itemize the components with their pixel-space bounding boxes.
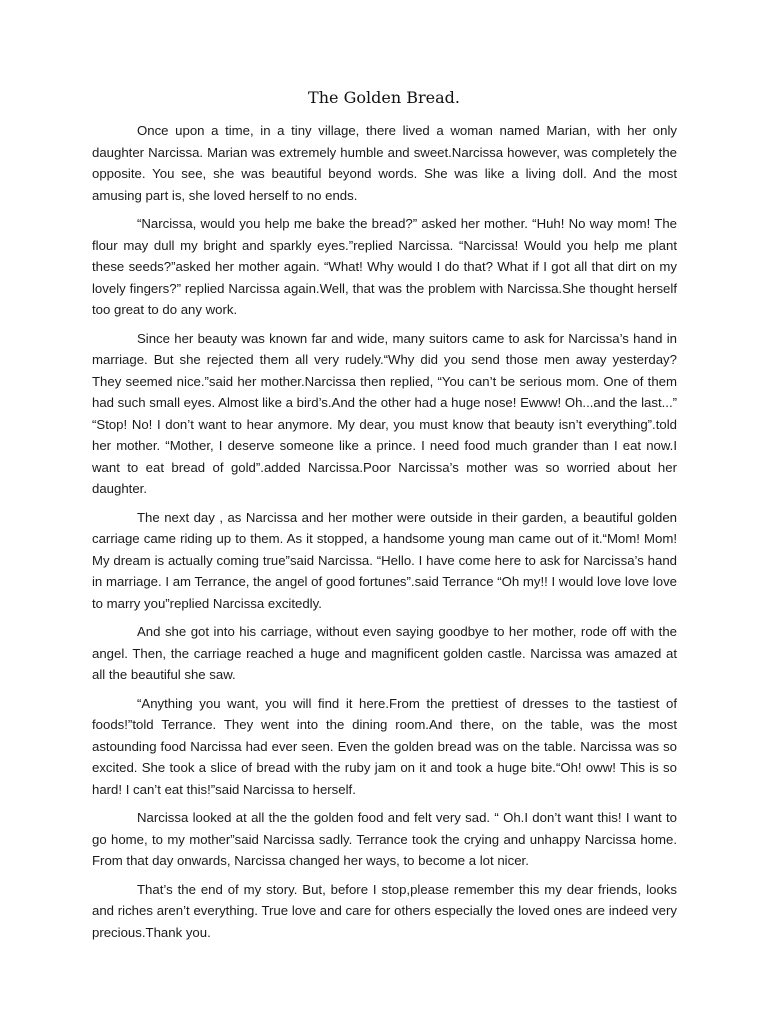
paragraph-2: “Narcissa, would you help me bake the bread?” asked her mother. “Huh! No way mom! The flour may dull my bright and sparkly eyes.”replied Narcissa. “Narcissa! Would you help me plant these seeds?”asked her mother again. “What! Why would I do that? What if I got all that dirt on my lovely fingers?” replied Narcissa again.Well, that was the problem with Narcissa.She thought herself too great to do any work.	[92, 216, 677, 317]
paragraph-8: That’s the end of my story. But, before I stop,please remember this my dear friends, looks and riches aren’t everything. True love and care for others especially the loved ones are indeed very precious.Thank you.	[92, 881, 677, 940]
document-title: The Golden Bread.	[308, 88, 460, 107]
paragraph-4: The next day , as Narcissa and her mother were outside in their garden, a beautiful golden carriage came riding up to them. As it stopped, a handsome young man came out of it.“Mom! Mom! My dream is actually coming true”said Narcissa. “Hello. I have come here to ask for Narcissa’s hand in marriage. I am Terrance, the angel of good fortunes”.said Terrance “Oh my!! I would love love love to marry you”replied Narcissa excitedly.	[92, 509, 677, 611]
paragraph-3: Since her beauty was known far and wide, many suitors came to ask for Narcissa’s hand in marriage. But she rejected them all very rudely.“Why did you send those men away yesterday? They seemed nice.”said her mother.Narcissa then replied, “You can’t be serious mom. One of them had such small eyes. Almost like a bird’s.And the other had a huge nose! Ewww! Oh...and the last...” “Stop! No! I don’t want to hear anymore. My dear, you must know that beauty isn’t everything”.told her mother. “Mother, I deserve someone like a prince. I need food much grander than I eat now.I want to eat bread of gold”.added Narcissa.Poor Narcissa’s mother was so worried about her daughter.	[92, 330, 677, 496]
paragraph-6: “Anything you want, you will find it here.From the prettiest of dresses to the tastiest of foods!”told Terrance. They went into the dining room.And there, on the table, was the most astounding food Narcissa had ever seen. Even the golden bread was on the table. Narcissa was so excited. She took a slice of bread with the ruby jam on it and took a huge bite.“Oh! oww! This is so hard! I can’t eat this!”said Narcissa to herself.	[92, 695, 677, 797]
paragraph-1: Once upon a time, in a tiny village, there lived a woman named Marian, with her only daughter Narcissa. Marian was extremely humble and sweet.Narcissa however, was completely the opposite. You see, she was beautiful beyond words. She was like a living doll. And the most amusing part is, she loved herself to no ends.	[92, 123, 677, 203]
paragraph-5: And she got into his carriage, without even saying goodbye to her mother, rode off with the angel. Then, the carriage reached a huge and magnificent golden castle. Narcissa was amazed at all the beautiful she saw.	[92, 624, 677, 682]
document-body	[92, 120, 677, 950]
paragraph-7: Narcissa looked at all the the golden food and felt very sad. “ Oh.I don’t want this! I want to go home, to my mother”said Narcissa sadly. Terrance took the crying and unhappy Narcissa home. From that day onwards, Narcissa changed her ways, to become a lot nicer.	[92, 810, 677, 868]
